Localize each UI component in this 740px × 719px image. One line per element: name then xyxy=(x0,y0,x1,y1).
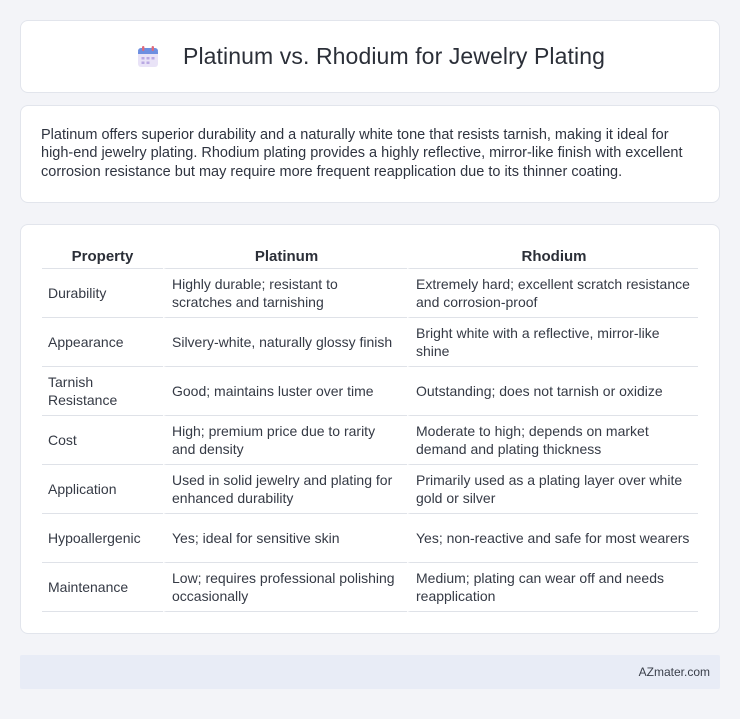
table-header-row xyxy=(42,243,698,269)
platinum-cell: Yes; ideal for sensitive skin xyxy=(163,514,407,563)
platinum-cell: Silvery-white, naturally glossy finish xyxy=(163,318,407,367)
comparison-table xyxy=(42,243,698,612)
calendar-icon xyxy=(135,44,161,70)
title-card xyxy=(20,20,720,93)
table-row xyxy=(42,416,698,465)
intro-text: Platinum offers superior durability and a naturally white tone that resists tarnish, making it ideal for high-end jewelry plating. Rhodium plating provides a highly reflective, mirror-like finish with excellent corrosion resistance but may require more frequent reapplication due to its thinner coating. xyxy=(41,127,683,180)
footer-bar xyxy=(20,655,720,689)
property-cell: Application xyxy=(42,465,163,514)
platinum-cell: Low; requires professional polishing occasionally xyxy=(163,563,407,612)
rhodium-cell: Moderate to high; depends on market demand and plating thickness xyxy=(407,416,698,465)
table-row xyxy=(42,563,698,612)
header-rhodium: Rhodium xyxy=(407,243,698,269)
rhodium-cell: Outstanding; does not tarnish or oxidize xyxy=(407,367,698,416)
property-cell: Tarnish Resistance xyxy=(42,367,163,416)
rhodium-cell: Medium; plating can wear off and needs reapplication xyxy=(407,563,698,612)
property-cell: Hypoallergenic xyxy=(42,514,163,563)
property-cell: Appearance xyxy=(42,318,163,367)
property-cell: Maintenance xyxy=(42,563,163,612)
footer-brand: AZmater.com xyxy=(638,665,710,679)
page-title: Platinum vs. Rhodium for Jewelry Plating xyxy=(183,43,605,69)
property-cell: Cost xyxy=(42,416,163,465)
header-platinum: Platinum xyxy=(163,243,407,269)
rhodium-cell: Primarily used as a plating layer over white gold or silver xyxy=(407,465,698,514)
rhodium-cell: Bright white with a reflective, mirror-like shine xyxy=(407,318,698,367)
rhodium-cell: Extremely hard; excellent scratch resistance and corrosion-proof xyxy=(407,269,698,318)
table-row xyxy=(42,514,698,563)
table-row xyxy=(42,465,698,514)
platinum-cell: Used in solid jewelry and plating for enhanced durability xyxy=(163,465,407,514)
platinum-cell: High; premium price due to rarity and density xyxy=(163,416,407,465)
platinum-cell: Highly durable; resistant to scratches and tarnishing xyxy=(163,269,407,318)
platinum-cell: Good; maintains luster over time xyxy=(163,367,407,416)
property-cell: Durability xyxy=(42,269,163,318)
table-row xyxy=(42,367,698,416)
table-row xyxy=(42,269,698,318)
table-row xyxy=(42,318,698,367)
intro-card xyxy=(20,105,720,203)
comparison-card xyxy=(20,224,720,634)
header-property: Property xyxy=(42,243,163,269)
rhodium-cell: Yes; non-reactive and safe for most wearers xyxy=(407,514,698,563)
